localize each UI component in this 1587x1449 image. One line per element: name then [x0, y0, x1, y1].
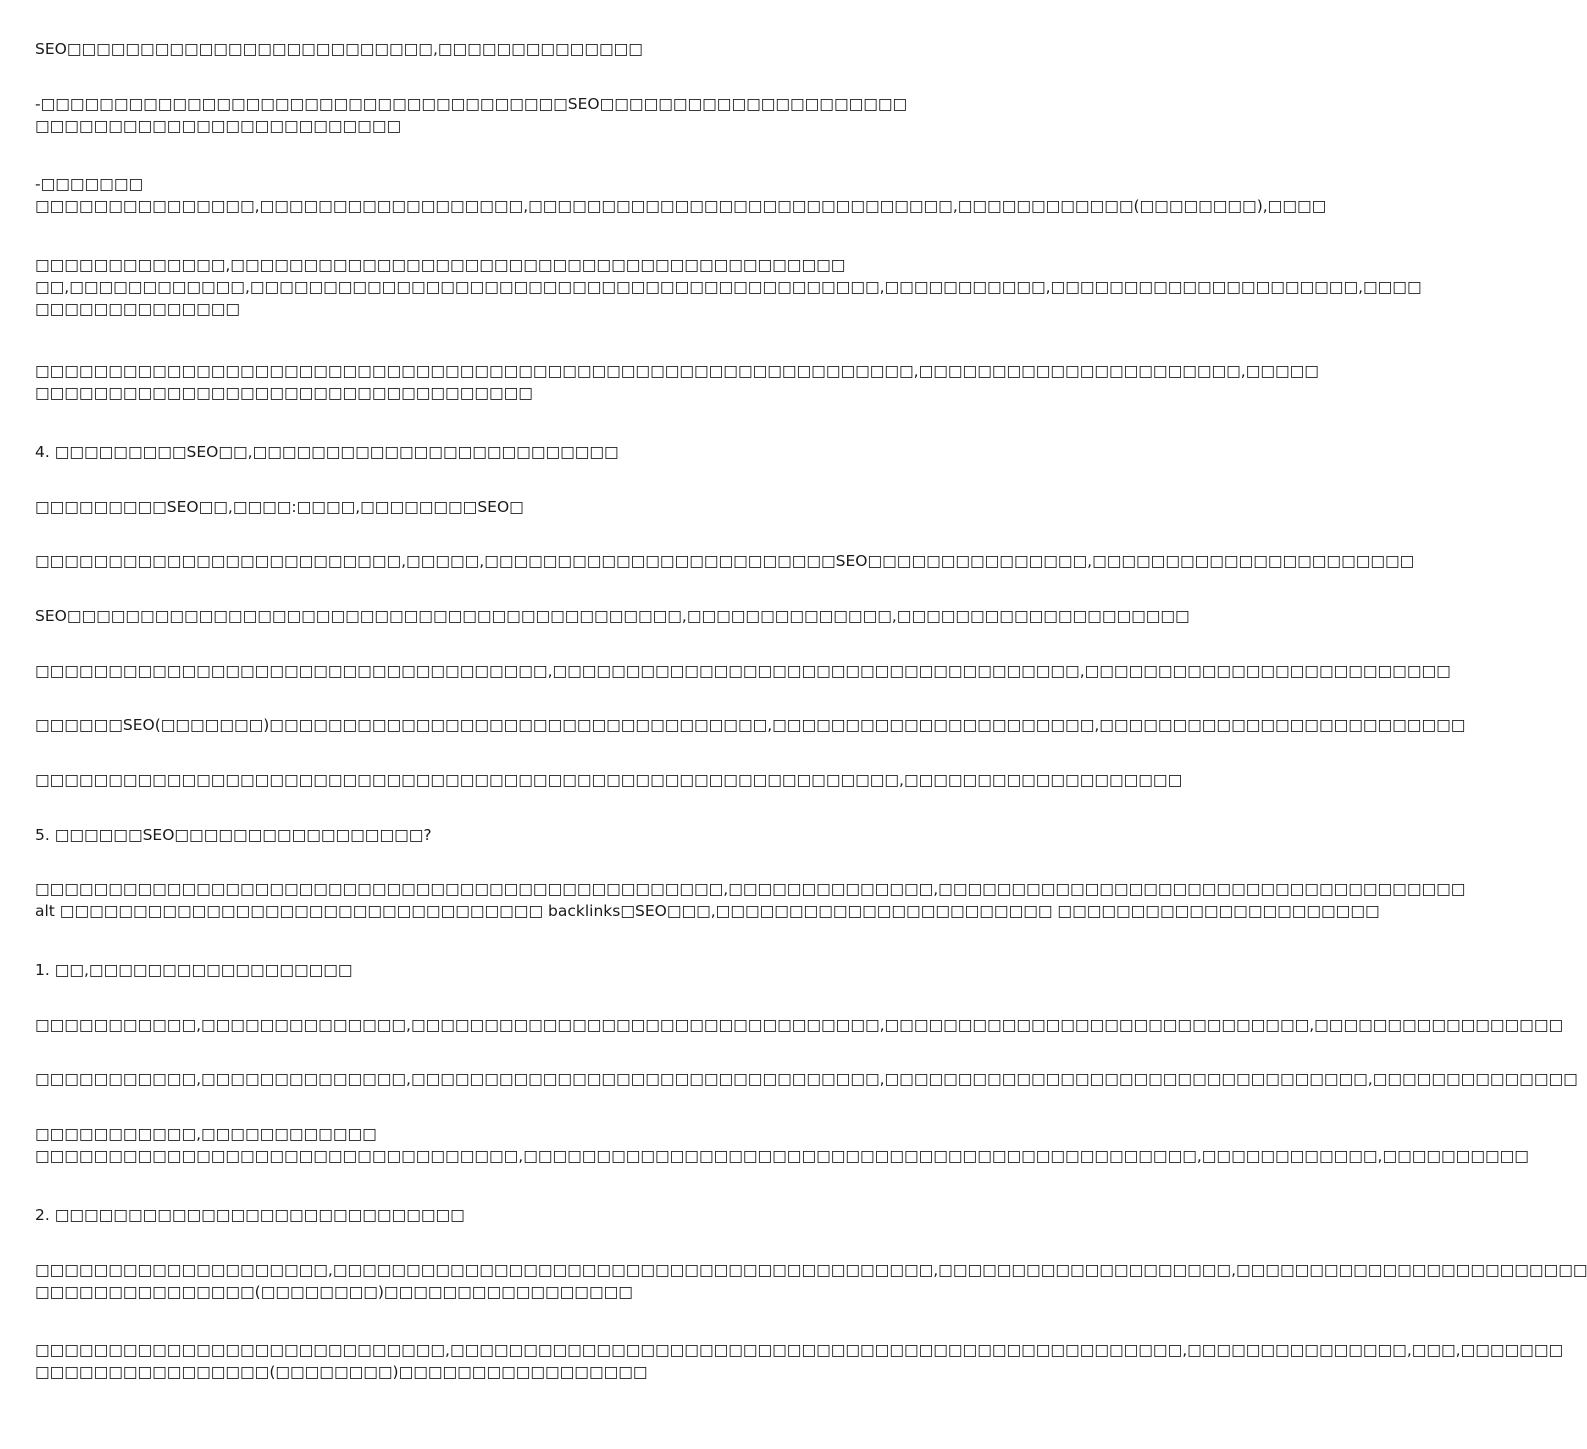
paragraph-4 — [35, 254, 1422, 320]
text-line: □□□□□□□□□□□,□□□□□□□□□□□□□□,□□□□□□□□□□□□□□□□□□□□□□□□□□□□□□□□,□□□□□□□□□□□□□□□□□□□□□□□□□□□□□□□□□,□□□□□□□□□□□□□□ — [35, 1070, 1578, 1088]
section-heading-4 — [35, 441, 989, 463]
paragraph-7 — [35, 550, 1415, 572]
paragraph-5 — [35, 360, 1319, 404]
text-line: □□□□□□□□□□□□□□ — [35, 300, 241, 318]
text-line: □□□□□□□□□SEO□□,□□□□:□□□□,□□□□□□□□SEO□ — [35, 498, 524, 516]
text-line: □□□□□□□□□□□□□□□,□□□□□□□□□□□□□□□□□□,□□□□□□□□□□□□□□□□□□□□□□□□□□□□□,□□□□□□□□□□□□(□□□□□□□□),□□□□ — [35, 197, 1327, 215]
paragraph-2 — [35, 93, 989, 137]
text-line: □□□□□□□□□□□□□□□□□□□□□□□□□ — [35, 117, 402, 135]
text-line: □□□□□□□□□□□□□□□□□□□□□□□□□□□□,□□□□□□□□□□□□□□□□□□□□□□□□□□□□□□□□□□□□□□□□□□□□□□□□□□,□□□□□□□□□□□□□□□,□□□,□□□□□□□ — [35, 1341, 1564, 1359]
text-line: □□□□□□□□□□□□□□□□□□□□□□□□□□□□□□□□□,□□□□□□□□□□□□□□□□□□□□□□□□□□□□□□□□□□□□□□□□□□□□□□,□□□□□□□□□□□□,□□□□□□□□□□ — [35, 1147, 1529, 1165]
text-line: 2. □□□□□□□□□□□□□□□□□□□□□□□□□□□□ — [35, 1206, 465, 1224]
text-line: SEO□□□□□□□□□□□□□□□□□□□□□□□□□□□□□□□□□□□□□□□□□□,□□□□□□□□□□□□□□,□□□□□□□□□□□□□□□□□□□□ — [35, 607, 1190, 625]
paragraph-12 — [35, 878, 1466, 922]
text-line: □□□□□□□□□□□□□□□□□□□□□□□□□□□□□□□□□□ — [35, 384, 533, 402]
text-line: SEO□□□□□□□□□□□□□□□□□□□□□□□□□,□□□□□□□□□□□□□□ — [35, 40, 643, 58]
paragraph-15 — [35, 1123, 1529, 1167]
text-line: □□□□□□SEO(□□□□□□□)□□□□□□□□□□□□□□□□□□□□□□□□□□□□□□□□□□,□□□□□□□□□□□□□□□□□□□□□□,□□□□□□□□□□□□□□□□□□□□□□□□□ — [35, 716, 1466, 734]
text-line: □□□□□□□□□□□□□□□□□□□□□□□□□□□□□□□□□□□,□□□□□□□□□□□□□□□□□□□□□□□□□□□□□□□□□□□□,□□□□□□□□□□□□□□□□□□□□□□□□□ — [35, 662, 1451, 680]
text-line: 5. □□□□□□SEO□□□□□□□□□□□□□□□□□? — [35, 826, 432, 844]
text-line: -□□□□□□□□□□□□□□□□□□□□□□□□□□□□□□□□□□□□SEO□□□□□□□□□□□□□□□□□□□□□ — [35, 95, 908, 113]
text-line: □□□□□□□□□□□□□□□□□□□□,□□□□□□□□□□□□□□□□□□□□□□□□□□□□□□□□□□□□□□□□□,□□□□□□□□□□□□□□□□□□□□,□□□□□□□□□□□□□□□□□□□□□□□□ — [35, 1261, 1587, 1279]
subheading-2 — [35, 1204, 989, 1226]
text-line: □□□□□□□□□□□□□,□□□□□□□□□□□□□□□□□□□□□□□□□□□□□□□□□□□□□□□□□□ — [35, 256, 846, 274]
subheading-1 — [35, 959, 989, 981]
section-heading-5 — [35, 824, 989, 846]
paragraph-13 — [35, 1014, 1564, 1036]
paragraph-14 — [35, 1068, 1578, 1090]
paragraph-1 — [35, 38, 989, 60]
text-line: 4. □□□□□□□□□SEO□□,□□□□□□□□□□□□□□□□□□□□□□□□□ — [35, 443, 619, 461]
text-line: -□□□□□□□ — [35, 175, 144, 193]
paragraph-17 — [35, 1339, 1564, 1383]
paragraph-8 — [35, 605, 1190, 627]
text-line: □□□□□□□□□□□□□□□□□□□□□□□□□□□□□□□□□□□□□□□□□□□□□□□□□□□□□□□□□□□,□□□□□□□□□□□□□□□□□□□ — [35, 771, 1183, 789]
text-line: □□□□□□□□□□□□□□□□□□□□□□□□□,□□□□□,□□□□□□□□□□□□□□□□□□□□□□□□SEO□□□□□□□□□□□□□□□,□□□□□□□□□□□□□□□□□□□□□□ — [35, 552, 1415, 570]
text-line: □□□□□□□□□□□□□□□(□□□□□□□□)□□□□□□□□□□□□□□□□□ — [35, 1283, 633, 1301]
paragraph-10 — [35, 714, 1466, 736]
paragraph-11 — [35, 769, 1183, 791]
paragraph-9 — [35, 660, 1451, 682]
text-line: alt □□□□□□□□□□□□□□□□□□□□□□□□□□□□□□□□□ backlinks□SEO□□□,□□□□□□□□□□□□□□□□□□□□□□□ □□□□□□□□□□□□□□□□□□□□□□ — [35, 902, 1380, 920]
paragraph-3 — [35, 173, 1327, 217]
text-line: □□□□□□□□□□□□□□□□□□□□□□□□□□□□□□□□□□□□□□□□□□□□□□□□□□□□□□□□□□□□,□□□□□□□□□□□□□□□□□□□□□□,□□□□□ — [35, 362, 1319, 380]
paragraph-16 — [35, 1259, 1587, 1303]
text-line: □□,□□□□□□□□□□□□,□□□□□□□□□□□□□□□□□□□□□□□□□□□□□□□□□□□□□□□□□□□,□□□□□□□□□□□,□□□□□□□□□□□□□□□□□□□□□,□□□□ — [35, 278, 1422, 296]
text-line: □□□□□□□□□□□,□□□□□□□□□□□□□□,□□□□□□□□□□□□□□□□□□□□□□□□□□□□□□□□,□□□□□□□□□□□□□□□□□□□□□□□□□□□□□,□□□□□□□□□□□□□□□□□ — [35, 1016, 1564, 1034]
paragraph-6 — [35, 496, 989, 518]
text-line: □□□□□□□□□□□□□□□□(□□□□□□□□)□□□□□□□□□□□□□□□□□ — [35, 1363, 648, 1381]
text-line: 1. □□,□□□□□□□□□□□□□□□□□□ — [35, 961, 353, 979]
text-line: □□□□□□□□□□□□□□□□□□□□□□□□□□□□□□□□□□□□□□□□□□□□□□□,□□□□□□□□□□□□□□,□□□□□□□□□□□□□□□□□□□□□□□□□□□□□□□□□□□□ — [35, 880, 1466, 898]
text-line: □□□□□□□□□□□,□□□□□□□□□□□□ — [35, 1125, 377, 1143]
